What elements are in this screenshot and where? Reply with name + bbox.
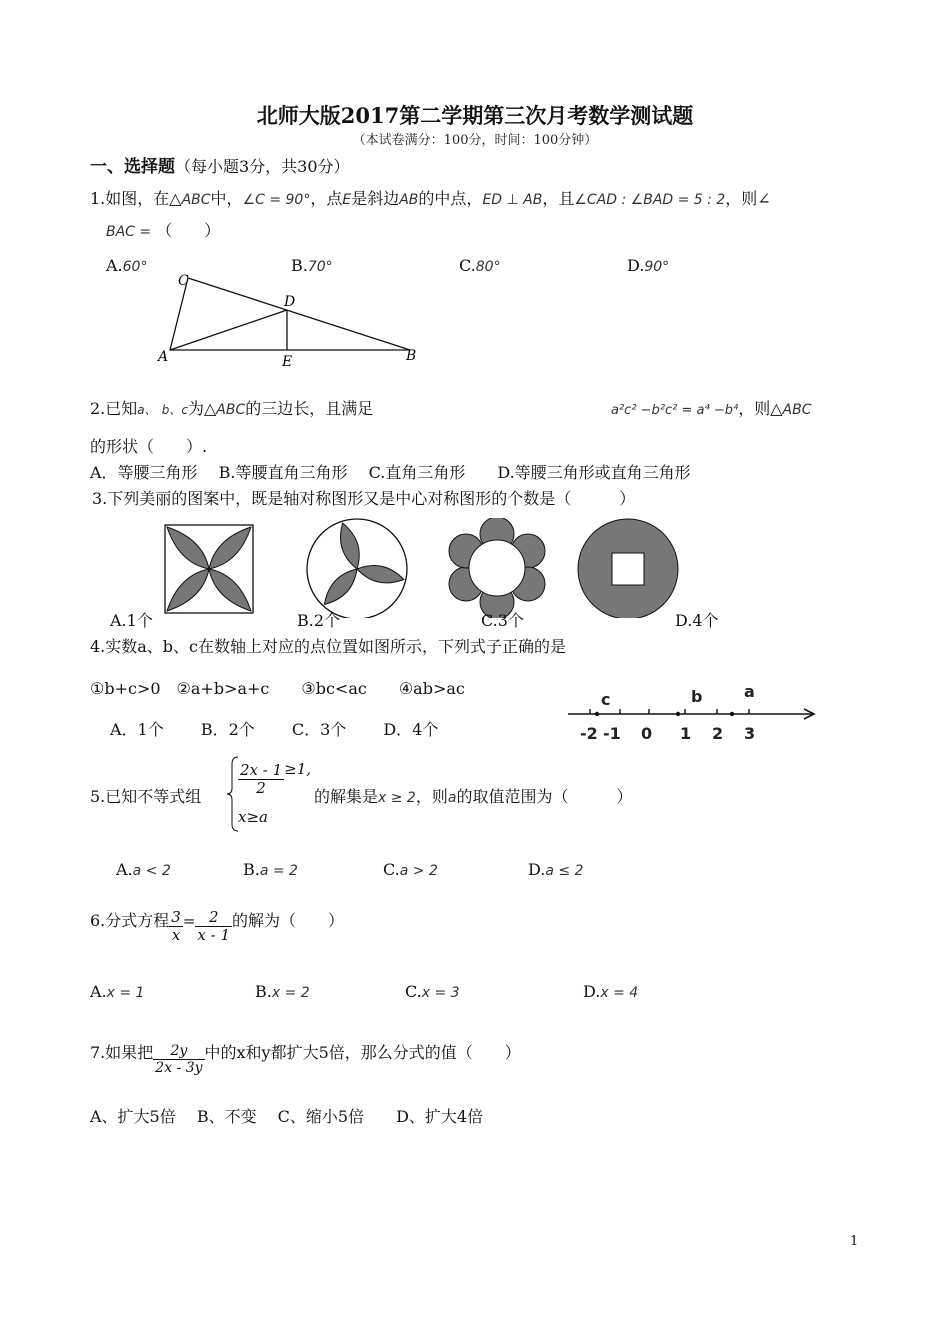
q3-option-b xyxy=(297,608,340,631)
option-label: C. xyxy=(459,256,476,275)
section-title: 一、选择题 xyxy=(90,157,175,177)
q1-text: 1.如图，在△ xyxy=(90,189,182,208)
q5-prefix: 5.已知不等式组 xyxy=(90,787,202,806)
q5-option-b xyxy=(243,860,298,879)
pattern-flower xyxy=(449,518,545,618)
option-label: A. xyxy=(116,860,133,879)
q5-fraction xyxy=(238,762,284,798)
point-c xyxy=(595,712,599,716)
q7-text: 中的x和y都扩大5倍，那么分式的值（ ） xyxy=(204,1043,521,1062)
q1-line2 xyxy=(106,218,220,241)
q6-fraction-left xyxy=(169,909,183,945)
q4-options: A．1个 B．2个 C．3个 D．4个 xyxy=(110,720,439,739)
q5-text: ，则 xyxy=(415,787,448,806)
point-label-b: b xyxy=(691,687,703,706)
math-solution: x ≥ 2 xyxy=(378,790,416,806)
q6-line xyxy=(90,908,344,944)
pattern-circle-three-blades xyxy=(307,519,407,618)
q4-text: 4.实数a、b、c在数轴上对应的点位置如图所示，下列式子正确的是 xyxy=(90,637,567,656)
option-label: A. xyxy=(106,256,123,275)
option-value: 4个 xyxy=(692,611,719,630)
option-label: A. xyxy=(90,982,107,1001)
math-a: a xyxy=(447,790,457,806)
tick-label: 3 xyxy=(744,724,756,743)
option-value: 3个 xyxy=(497,611,524,630)
q6-option-c xyxy=(405,982,460,1001)
q5-geq: ≥1, xyxy=(284,760,312,778)
q1-option-c xyxy=(459,256,501,275)
label-d: D xyxy=(284,294,296,310)
option-value: x = 2 xyxy=(271,985,310,1001)
q1-text: ，点 xyxy=(310,189,343,208)
label-b: B xyxy=(406,348,417,364)
option-label: A. xyxy=(110,611,127,630)
q2-text: 的三边长，且满足 xyxy=(245,399,374,418)
q2-text: ，则△ xyxy=(738,399,783,418)
q2-line2: 的形状（ ）. xyxy=(90,437,208,456)
q3-option-a xyxy=(110,608,153,631)
option-label: C. xyxy=(383,860,400,879)
option-value: a < 2 xyxy=(132,863,171,879)
option-label: D. xyxy=(627,256,645,275)
q1-text: 是斜边 xyxy=(351,189,400,208)
math-ed-perp: ED ⊥ AB xyxy=(482,192,543,208)
q7-fraction xyxy=(153,1043,204,1076)
q4-number-line xyxy=(560,680,825,750)
pattern-coin xyxy=(578,519,678,618)
option-value: x = 3 xyxy=(421,985,460,1001)
q1-text: ，则∠ xyxy=(725,189,771,208)
tick-label: -2 xyxy=(580,724,598,743)
option-label: D. xyxy=(675,611,693,630)
page-subtitle: （本试卷满分：100分，时间：100分钟） xyxy=(352,133,598,148)
q2-options: A．等腰三角形 B.等腰直角三角形 C.直角三角形 D.等腰三角形或直角三角形 xyxy=(90,463,691,482)
q3-text: 3.下列美丽的图案中，既是轴对称图形又是中心对称图形的个数是（ ） xyxy=(92,489,636,508)
q6-option-a xyxy=(90,982,144,1001)
option-value: 70° xyxy=(307,259,333,275)
q5-text: 的取值范围为（ ） xyxy=(456,787,633,806)
option-label: D. xyxy=(528,860,546,879)
math-c: c xyxy=(181,403,188,417)
fraction-numerator: 2 xyxy=(195,909,232,927)
q1-line1 xyxy=(90,186,771,209)
q5-option-a xyxy=(116,860,171,879)
fraction-denominator: 2 xyxy=(256,779,266,797)
math-abc: ABC xyxy=(782,402,812,418)
math-ab: AB xyxy=(399,192,419,208)
q7-options: A、扩大5倍 B、不变 C、缩小5倍 D、扩大4倍 xyxy=(90,1107,484,1126)
q3-patterns xyxy=(150,518,690,618)
option-label: B. xyxy=(291,256,308,275)
option-value: 60° xyxy=(122,259,148,275)
section-heading xyxy=(90,152,350,177)
math-equation: a²c² −b²c² = a⁴ −b⁴ xyxy=(611,403,739,418)
q6-text: 6.分式方程 xyxy=(90,911,170,930)
tick-label: 1 xyxy=(680,724,692,743)
q2-equation xyxy=(611,396,812,419)
option-value: 90° xyxy=(644,259,670,275)
equals-sign: = xyxy=(182,912,196,930)
q5-rest xyxy=(314,784,632,807)
fraction-numerator: 2y xyxy=(153,1043,204,1060)
q7-line xyxy=(90,1040,521,1076)
q1-text: ，且 xyxy=(542,189,575,208)
label-a: A xyxy=(158,349,169,365)
section-note: （每小题3分，共30分） xyxy=(175,157,350,176)
fraction-denominator: 2x - 3y xyxy=(155,1060,203,1076)
q7-text: 7.如果把 xyxy=(90,1043,154,1062)
point-label-a: a xyxy=(744,682,755,701)
option-value: a = 2 xyxy=(259,863,298,879)
point-b xyxy=(676,712,680,716)
option-label: D. xyxy=(583,982,601,1001)
option-value: a ≤ 2 xyxy=(545,863,584,879)
fraction-denominator: x xyxy=(171,926,181,944)
page-number: 1 xyxy=(850,1234,859,1249)
option-label: B. xyxy=(255,982,272,1001)
math-abc: ABC xyxy=(181,192,211,208)
option-label: C. xyxy=(481,611,498,630)
option-label: B. xyxy=(297,611,314,630)
q1-option-d xyxy=(627,256,669,275)
q1-triangle-figure xyxy=(150,268,430,373)
q6-option-d xyxy=(583,982,638,1001)
option-value: x = 4 xyxy=(600,985,639,1001)
q1-text: 的中点， xyxy=(418,189,483,208)
q3-option-d xyxy=(675,608,719,631)
option-value: 1个 xyxy=(126,611,153,630)
q5-system xyxy=(238,760,311,797)
q6-fraction-right xyxy=(195,909,232,945)
fraction-numerator: 3 xyxy=(171,907,181,926)
q6-text: 的解为（ ） xyxy=(232,911,345,930)
option-value: 80° xyxy=(475,259,501,275)
option-value: 2个 xyxy=(313,611,341,630)
pattern-square-petals xyxy=(165,525,253,613)
q4-statements: ①b+c>0 ②a+b>a+c ③bc<ac ④ab>ac xyxy=(90,679,465,698)
label-c: C xyxy=(178,273,189,289)
triangle-abc xyxy=(170,278,410,350)
answer-blank: （ ） xyxy=(156,221,221,240)
fraction-denominator: x - 1 xyxy=(197,926,231,944)
math-b: b、 xyxy=(161,403,182,417)
page-title: 北师大版2017第二学期第三次月考数学测试题 xyxy=(256,103,694,128)
option-label: C. xyxy=(405,982,422,1001)
q1-option-a xyxy=(106,256,147,275)
option-value: x = 1 xyxy=(106,985,145,1001)
label-e: E xyxy=(282,354,293,370)
segment-ad xyxy=(170,310,287,350)
q5-option-c xyxy=(383,860,438,879)
q2-text: 为△ xyxy=(187,399,217,418)
q2-line1 xyxy=(90,396,373,419)
math-ratio: ∠CAD : ∠BAD = 5 : 2 xyxy=(574,192,726,208)
q1-text: 中， xyxy=(210,189,243,208)
math-a: a、 xyxy=(137,403,157,417)
q2-text: 2.已知 xyxy=(90,399,138,418)
q5-text: 的解集是 xyxy=(314,787,379,806)
point-a xyxy=(730,712,734,716)
math-angle-c: ∠C = 90° xyxy=(242,192,311,208)
q5-option-d xyxy=(528,860,583,879)
fraction-numerator: 2x - 1 xyxy=(240,760,283,779)
point-label-c: c xyxy=(601,690,611,709)
q6-option-b xyxy=(255,982,310,1001)
math-e: E xyxy=(342,192,352,208)
math-abc: ABC xyxy=(216,402,246,418)
tick-label: -1 xyxy=(603,724,621,743)
math-bac: BAC = xyxy=(106,224,152,240)
tick-label: 2 xyxy=(712,724,724,743)
option-label: B. xyxy=(243,860,260,879)
q3-option-c xyxy=(481,608,524,631)
q5-row2: x≥a xyxy=(238,808,268,826)
tick-label: 0 xyxy=(641,724,653,743)
option-value: a > 2 xyxy=(399,863,438,879)
